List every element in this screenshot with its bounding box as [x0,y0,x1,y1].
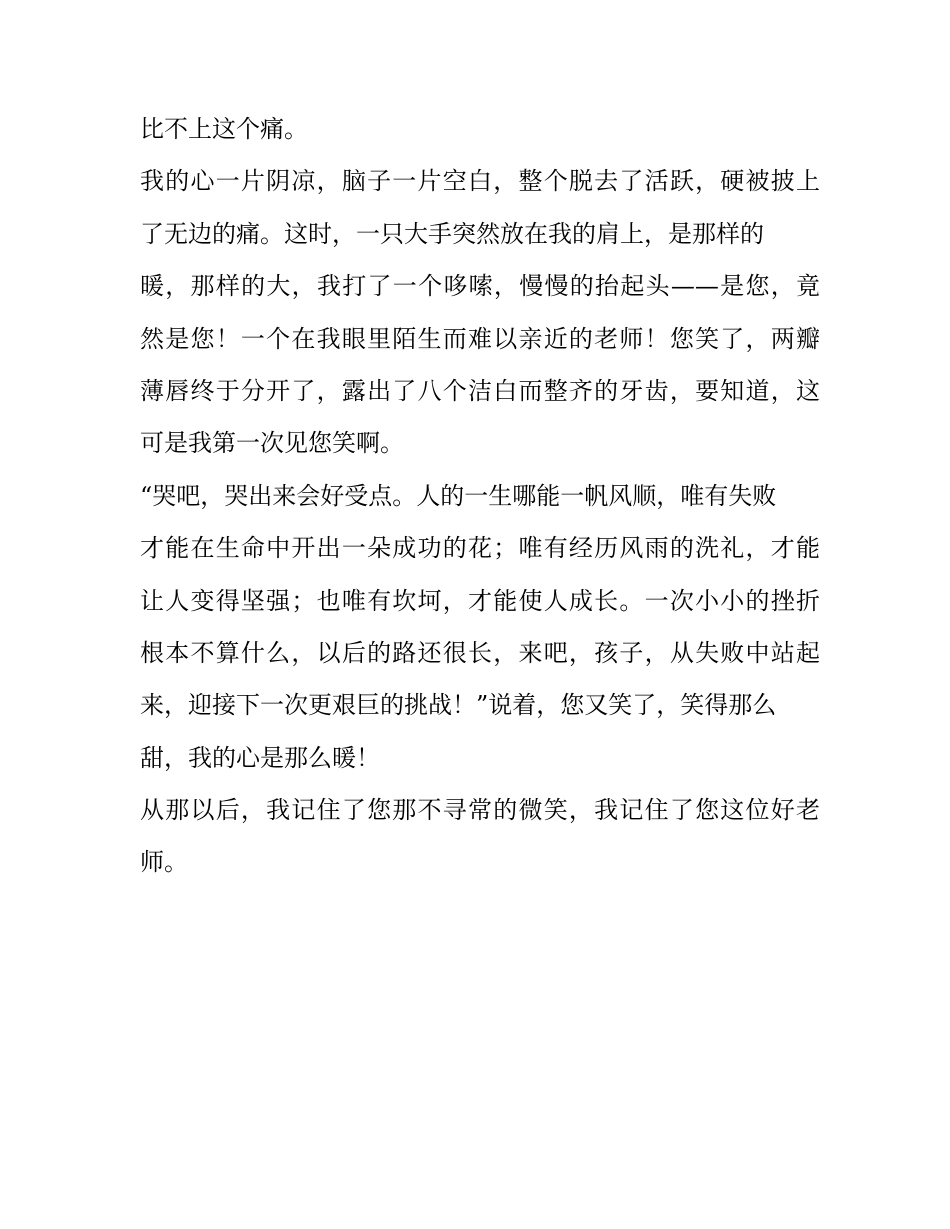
text-line: 我的心一片阴凉，脑子一片空白，整个脱去了活跃，硬被披上 [140,167,820,196]
text-line: 才能在生命中开出一朵成功的花；唯有经历风雨的洗礼，才能 [140,534,820,563]
text-line: 让人变得坚强；也唯有坎坷，才能使人成长。一次小小的挫折 [140,586,820,615]
text-line: 薄唇终于分开了，露出了八个洁白而整齐的牙齿，要知道，这 [140,376,820,405]
text-line: 师。 [140,848,188,877]
text-line: 可是我第一次见您笑啊。 [140,429,404,458]
text-line: 来，迎接下一次更艰巨的挑战！”说着，您又笑了，笑得那么 [140,691,777,720]
text-line: 根本不算什么，以后的路还很长，来吧，孩子，从失败中站起 [140,638,820,667]
text-line: 然是您！一个在我眼里陌生而难以亲近的老师！您笑了，两瓣 [140,324,820,353]
text-line: 比不上这个痛。 [140,115,308,143]
text-line: 从那以后，我记住了您那不寻常的微笑，我记住了您这位好老 [140,796,820,825]
essay-text [140,103,820,889]
text-line: “哭吧，哭出来会好受点。人的一生哪能一帆风顺，唯有失败 [140,481,777,510]
text-line: 甜，我的心是那么暖！ [140,743,380,772]
text-line: 暖，那样的大，我打了一个哆嗦，慢慢的抬起头——是您，竟 [140,272,820,301]
text-line: 了无边的痛。这时，一只大手突然放在我的肩上，是那样的 [140,219,764,248]
